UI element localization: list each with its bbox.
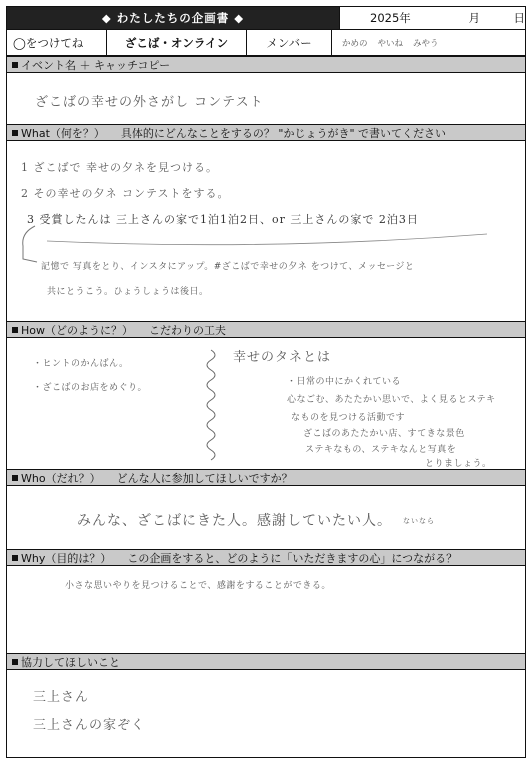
how-left-line: ・ヒントのかんばん。 (33, 359, 129, 369)
what-answer-area (7, 141, 525, 321)
help-answer-area (7, 670, 525, 758)
section-title: 協力してほしいこと (21, 655, 120, 669)
members-list (332, 30, 525, 55)
how-right-line: ざこばのあたたかい店、すてきな景色 (303, 429, 465, 439)
square-bullet-icon (12, 659, 18, 665)
who-answer-area (7, 486, 525, 548)
circle-label: ◯をつけてね (7, 30, 107, 55)
date-month: 月 (468, 11, 480, 25)
why-answer: 小さな思いやりを見つけることで、感謝をすることができる。 (65, 581, 331, 591)
wavy-divider-drawing (203, 346, 223, 464)
team-row (7, 30, 525, 56)
section-question: どんな人に参加してほしいですか？ (116, 471, 293, 485)
what-line: 共にとうこう。ひょうしょうは後日。 (47, 287, 209, 297)
section-why-header (7, 549, 525, 566)
event-answer-area (7, 73, 525, 123)
square-bullet-icon (12, 130, 18, 136)
how-right-line: とりましょう。 (425, 459, 492, 469)
square-bullet-icon (12, 62, 18, 68)
section-event-header (7, 56, 525, 73)
who-note: ないなら (403, 517, 435, 525)
how-answer-area (7, 338, 525, 468)
section-title: What（何を？） (21, 126, 105, 140)
header-row (7, 7, 525, 30)
date-day: 日 (513, 11, 525, 25)
section-how-header (7, 321, 525, 338)
member-name: やいね (377, 38, 404, 49)
section-question: この企画をすると、どのように「いただきますの心」につながる？ (127, 551, 458, 565)
section-what-header (7, 124, 525, 141)
how-right-heading: 幸せのタネとは (233, 350, 332, 365)
sheet-title: ◆ わたしたちの企画書 ◆ (7, 7, 339, 29)
section-title: Why（目的は？） (21, 551, 112, 565)
square-bullet-icon (12, 327, 18, 333)
event-answer: ざこばの幸せの外さがし コンテスト (35, 95, 264, 110)
planning-sheet (6, 6, 526, 758)
what-line: 3 受賞したんは 三上さんの家で1泊1泊2日、or 三上さんの家で 2泊3日 (27, 213, 419, 226)
how-right-line: なものを見つける活動です (291, 413, 406, 423)
how-left-line: ・ざこばのお店をめぐり。 (33, 383, 148, 393)
what-line: 2 その幸せの夕ネ コンテストをする。 (21, 187, 230, 200)
section-question: 具体的にどんなことをするの？ "かじょうがき" で書いてください (120, 126, 447, 140)
section-help-header (7, 653, 525, 670)
members-label: メンバー (247, 30, 332, 55)
section-title: Who（だれ？） (21, 471, 101, 485)
what-line: 記憶で 写真をとり、インスタにアップ。#ざこばで幸せの夕ネ をつけて、メッセージと (41, 262, 415, 272)
member-name: かめの (342, 38, 368, 49)
how-right-line: 心なごむ、あたたかい思いで、よく見るとステキ (287, 395, 496, 405)
square-bullet-icon (12, 555, 18, 561)
team-name: ざこば・オンライン (107, 30, 247, 55)
date-year: 2025年 (370, 11, 411, 25)
what-bracket-drawing (7, 141, 525, 321)
how-right-line: ステキなもの、ステキなんと写真を (305, 445, 457, 455)
how-right-line: ・日常の中にかくれている (287, 377, 402, 387)
what-line: 1 ざこばで 幸せの夕ネを見つける。 (21, 161, 218, 174)
section-question: こだわりの工夫 (149, 323, 226, 337)
why-answer-area (7, 566, 525, 652)
section-title: イベント名 ＋ キャッチコピー (21, 58, 171, 72)
section-who-header (7, 469, 525, 486)
who-answer: みんな、ざこばにきた人。感謝していたい人。 (77, 513, 392, 529)
member-name: みやう (413, 38, 439, 49)
help-line: 三上さん (33, 690, 90, 705)
date-field (339, 7, 525, 29)
section-title: How（どのように？） (21, 323, 133, 337)
square-bullet-icon (12, 475, 18, 481)
help-line: 三上さんの家ぞく (33, 718, 146, 733)
